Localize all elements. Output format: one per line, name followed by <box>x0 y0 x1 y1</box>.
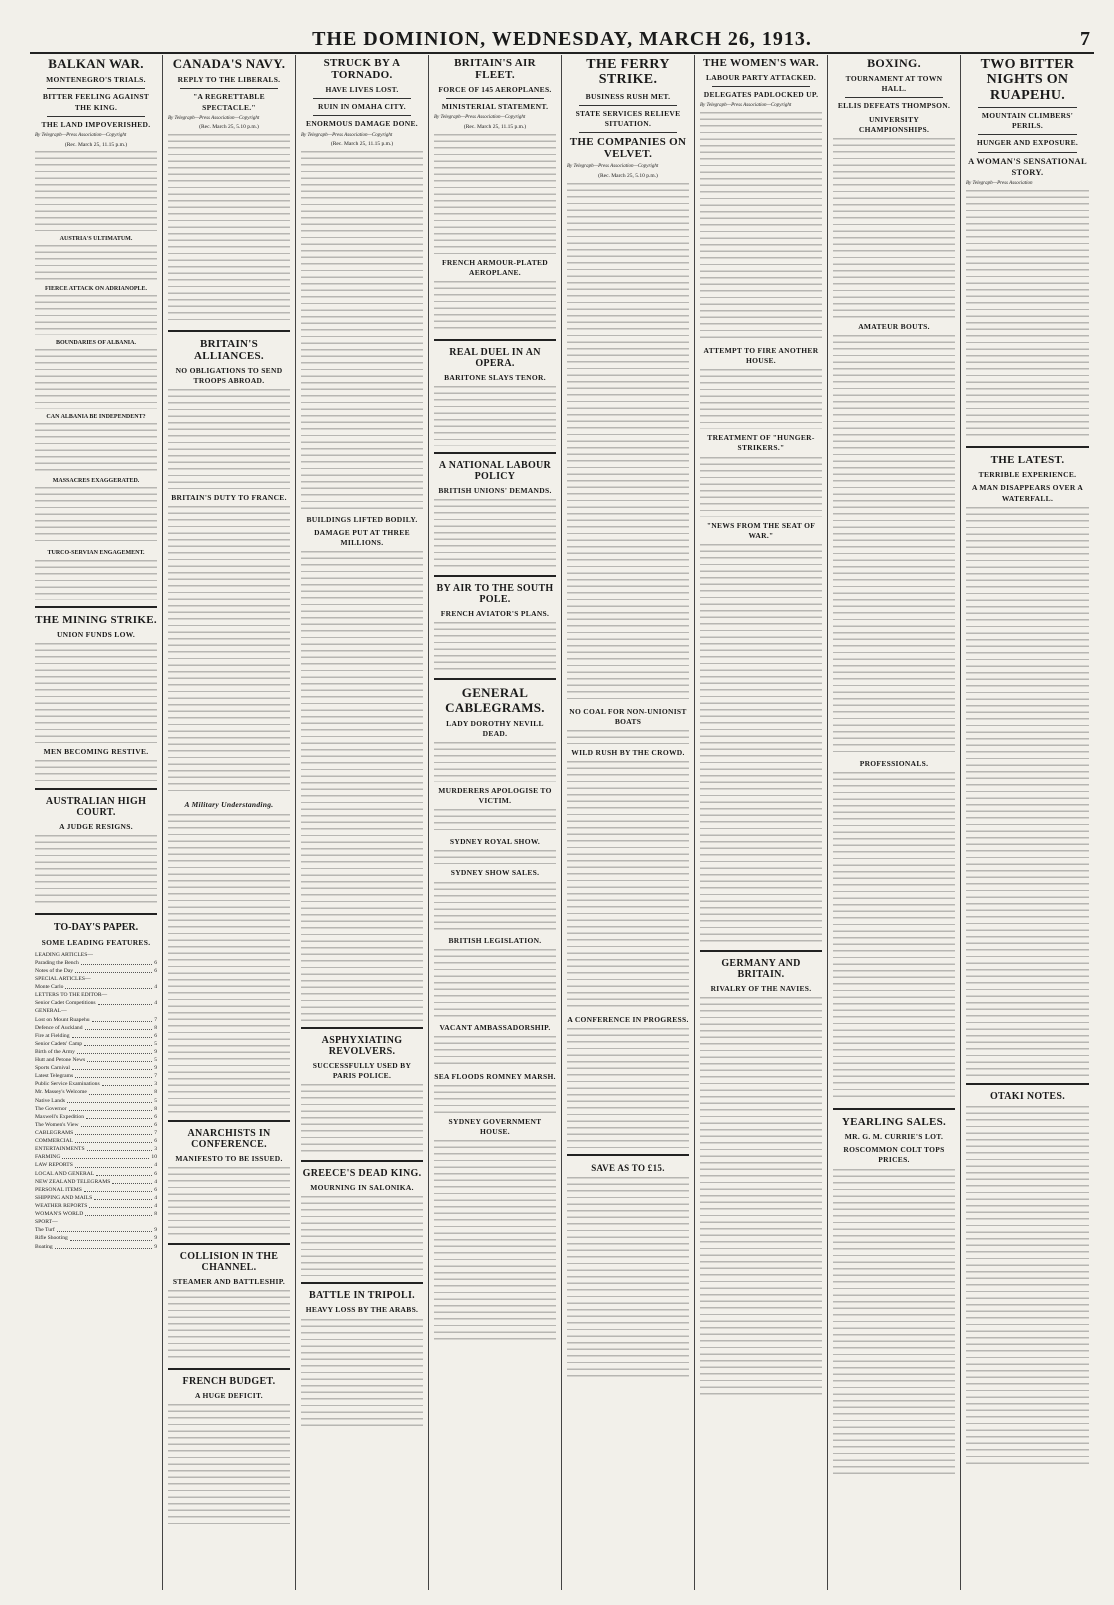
headline: BOXING. <box>867 56 921 70</box>
index-row <box>35 975 157 983</box>
credit: By Telegraph—Press Association—Copyright <box>168 115 260 121</box>
subhead: A JUDGE RESIGNS. <box>59 821 133 831</box>
index-row <box>35 1226 157 1234</box>
index-label: Birth of the Army <box>35 1048 75 1055</box>
index-label: FARMING <box>35 1154 61 1161</box>
headline: BRITAIN'S ALLIANCES. <box>194 337 264 362</box>
index-row <box>35 967 157 975</box>
index-row <box>35 1024 157 1032</box>
index-label: CABLEGRAMS <box>35 1130 74 1137</box>
index-row <box>35 1113 157 1121</box>
masthead <box>30 28 1094 54</box>
section-heading: MASSACRES EXAGGERATED. <box>52 478 140 485</box>
index-row <box>35 1137 157 1145</box>
index-row <box>35 1072 157 1080</box>
index-row <box>35 1178 157 1186</box>
subhead: A MAN DISAPPEARS OVER A WATERFALL. <box>971 483 1084 503</box>
index-row <box>35 1186 157 1194</box>
subhead: BRITAIN'S DUTY TO FRANCE. <box>171 493 287 503</box>
section-heading: BOUNDARIES OF ALBANIA. <box>56 340 136 347</box>
index-label: Latest Telegrams <box>35 1073 74 1080</box>
headline: CANADA'S NAVY. <box>172 56 286 71</box>
index-leader <box>85 1024 153 1030</box>
index-leader <box>72 1032 153 1038</box>
index-leader <box>67 1097 152 1103</box>
subhead: STEAMER AND BATTLESHIP. <box>172 1276 286 1286</box>
index-page: 6 <box>154 1186 157 1193</box>
column-3 <box>296 55 429 1590</box>
index-page: 6 <box>154 1170 157 1177</box>
index-label: Native Lands <box>35 1097 65 1104</box>
index-row <box>35 1048 157 1056</box>
subhead: BITTER FEELING AGAINST THE KING. <box>42 92 150 112</box>
index-label: ENTERTAINMENTS <box>35 1146 85 1153</box>
headline: STRUCK BY A TORNADO. <box>323 57 401 82</box>
index-label: Senior Cadets' Camp <box>35 1040 82 1047</box>
subhead: FRENCH AVIATOR'S PLANS. <box>440 609 550 619</box>
index-leader <box>87 1056 152 1062</box>
headline: FRENCH BUDGET. <box>182 1375 276 1387</box>
index-leader <box>112 1178 152 1184</box>
index-page: 9 <box>154 1227 157 1234</box>
index-row <box>35 1243 157 1251</box>
subhead: TERRIBLE EXPERIENCE. <box>978 470 1077 480</box>
subhead-large: THE COMPANIES ON VELVET. <box>569 136 687 161</box>
headline: OTAKI NOTES. <box>989 1090 1066 1102</box>
headline: ASPHYXIATING REVOLVERS. <box>321 1035 403 1058</box>
subhead: TOURNAMENT AT TOWN HALL. <box>845 74 943 94</box>
index-page: 6 <box>154 1032 157 1039</box>
headline: TWO BITTER NIGHTS ON RUAPEHU. <box>980 57 1075 103</box>
subhead: HEAVY LOSS BY THE ARABS. <box>305 1305 419 1315</box>
dateline: (Rec. March 25, 5.10 p.m.) <box>199 124 259 131</box>
subhead: REPLY TO THE LIBERALS. <box>177 75 281 85</box>
subhead: "NEWS FROM THE SEAT OF WAR." <box>706 520 816 540</box>
headline: BALKAN WAR. <box>48 56 144 71</box>
headline: BRITAIN'S AIR FLEET. <box>454 57 536 82</box>
index-row <box>35 983 157 991</box>
subhead: LADY DOROTHY NEVILL DEAD. <box>446 718 544 738</box>
headline: REAL DUEL IN AN OPERA. <box>449 346 541 369</box>
todays-paper-title: TO-DAY'S PAPER. <box>53 922 139 933</box>
index-leader <box>87 1145 153 1151</box>
subhead: NO COAL FOR NON-UNIONIST BOATS <box>569 706 687 726</box>
subhead: WILD RUSH BY THE CROWD. <box>571 747 685 757</box>
index-page: 5 <box>154 1057 157 1064</box>
index-page: 10 <box>151 1154 157 1161</box>
index-label: SPECIAL ARTICLES— <box>35 975 91 982</box>
index-label: Maxwell's Expedition <box>35 1113 85 1120</box>
index-page: 9 <box>154 1235 157 1242</box>
headline: GERMANY AND BRITAIN. <box>721 957 801 980</box>
index-row <box>35 1194 157 1202</box>
headline: A NATIONAL LABOUR POLICY <box>438 459 552 482</box>
index-leader <box>81 1121 153 1127</box>
subhead: SUCCESSFULLY USED BY PARIS POLICE. <box>312 1061 412 1081</box>
index-row <box>35 1105 157 1113</box>
index-leader <box>77 1048 152 1054</box>
index-leader <box>75 1129 152 1135</box>
credit: By Telegraph—Press Association—Copyright <box>301 132 393 138</box>
index-row <box>35 1032 157 1040</box>
index-leader <box>89 1202 152 1208</box>
subhead: PROFESSIONALS. <box>859 758 929 768</box>
index-leader <box>84 1186 152 1192</box>
column-8 <box>961 55 1094 1590</box>
index-leader <box>55 1243 152 1249</box>
index-row <box>35 1202 157 1210</box>
credit: By Telegraph—Press Association—Copyright <box>35 132 127 138</box>
index-leader <box>75 1072 152 1078</box>
section-heading: CAN ALBANIA BE INDEPENDENT? <box>46 414 146 421</box>
section-heading: AUSTRIA'S ULTIMATUM. <box>59 235 133 242</box>
column-1 <box>30 55 163 1590</box>
index-label: GENERAL— <box>35 1008 67 1015</box>
column-4 <box>429 55 562 1590</box>
subhead: MOURNING IN SALONIKA. <box>310 1183 414 1193</box>
index-leader <box>70 1234 152 1240</box>
index-label: LAW REPORTS <box>35 1162 73 1169</box>
index-page: 4 <box>154 1178 157 1185</box>
column-6 <box>695 55 828 1590</box>
credit: By Telegraph—Press Association <box>966 181 1033 187</box>
column-5 <box>562 55 695 1590</box>
dateline: (Rec. March 25, 5.10 p.m.) <box>598 173 658 180</box>
credit: By Telegraph—Press Association—Copyright <box>434 115 526 121</box>
credit: By Telegraph—Press Association—Copyright <box>567 164 659 170</box>
index-page: 7 <box>154 1016 157 1023</box>
index-label: Parading the Bench <box>35 959 79 966</box>
dateline: (Rec. March 25, 11.15 p.m.) <box>330 141 394 148</box>
headline: THE LATEST. <box>990 454 1065 467</box>
subhead: A CONFERENCE IN PROGRESS. <box>567 1014 689 1024</box>
index-page: 4 <box>154 984 157 991</box>
index-row <box>35 951 157 959</box>
index-page: 4 <box>154 1194 157 1201</box>
subhead: MEN BECOMING RESTIVE. <box>43 746 149 756</box>
index-page: 8 <box>154 1089 157 1096</box>
subhead: FORCE OF 145 AEROPLANES. <box>438 85 552 95</box>
index-label: The Governor <box>35 1105 67 1112</box>
subhead: SYDNEY SHOW SALES. <box>450 868 540 878</box>
index-leader <box>75 1161 152 1167</box>
index-leader <box>62 1153 149 1159</box>
dateline: (Rec. March 25, 11.15 p.m.) <box>463 124 527 131</box>
subhead: SYDNEY ROYAL SHOW. <box>449 837 541 847</box>
index-label: LETTERS TO THE EDITOR— <box>35 992 108 999</box>
index-page: 5 <box>154 1040 157 1047</box>
columns <box>30 55 1094 1590</box>
index-page: 3 <box>154 1081 157 1088</box>
index-row <box>35 1064 157 1072</box>
subhead: MINISTERIAL STATEMENT. <box>441 102 549 112</box>
index-label: Sports Carnival <box>35 1065 70 1072</box>
index-label: The Women's View <box>35 1121 79 1128</box>
index-leader <box>96 1170 152 1176</box>
index-label: PERSONAL ITEMS <box>35 1186 82 1193</box>
index-row <box>35 1145 157 1153</box>
index-page: 9 <box>154 1243 157 1250</box>
index-page: 9 <box>154 1065 157 1072</box>
index-leader <box>72 1064 152 1070</box>
subhead: NO OBLIGATIONS TO SEND TROOPS ABROAD. <box>175 366 283 386</box>
credit: By Telegraph—Press Association—Copyright <box>700 103 792 109</box>
index-label: LEADING ARTICLES— <box>35 951 93 958</box>
headline: GREECE'S DEAD KING. <box>302 1168 422 1180</box>
index-label: NEW ZEALAND TELEGRAMS <box>35 1178 111 1185</box>
subhead: RIVALRY OF THE NAVIES. <box>710 983 812 993</box>
subhead: SEA FLOODS ROMNEY MARSH. <box>434 1071 556 1081</box>
index-page: 4 <box>154 1162 157 1169</box>
headline: YEARLING SALES. <box>841 1116 947 1129</box>
index-row <box>35 1234 157 1242</box>
index-label: COMMERCIAL <box>35 1138 73 1145</box>
headline: COLLISION IN THE CHANNEL. <box>179 1250 279 1273</box>
index-leader <box>65 983 152 989</box>
subhead: DELEGATES PADLOCKED UP. <box>703 90 819 100</box>
index-leader <box>86 1113 152 1119</box>
page-number: 7 <box>1080 28 1090 50</box>
index-leader <box>84 1040 152 1046</box>
index-row <box>35 1040 157 1048</box>
subhead: ATTEMPT TO FIRE ANOTHER HOUSE. <box>703 346 819 366</box>
headline: THE MINING STRIKE. <box>35 613 157 626</box>
index-label: The Turf <box>35 1227 55 1234</box>
dateline: (Rec. March 25, 11.15 p.m.) <box>64 141 128 148</box>
subhead: UNIVERSITY CHAMPIONSHIPS. <box>858 114 930 134</box>
subhead: MANIFESTO TO BE ISSUED. <box>175 1153 283 1163</box>
index-label: Senior Cadet Competitions <box>35 1000 96 1007</box>
index-row <box>35 1129 157 1137</box>
subhead: UNION FUNDS LOW. <box>56 629 136 639</box>
index-leader <box>85 1210 152 1216</box>
subhead: ROSCOMMON COLT TOPS PRICES. <box>843 1145 945 1165</box>
index-page: 6 <box>154 1138 157 1145</box>
masthead-title: THE DOMINION, WEDNESDAY, MARCH 26, 1913. <box>312 28 812 50</box>
subhead: HUNGER AND EXPOSURE. <box>976 138 1079 148</box>
index-page: 5 <box>154 1097 157 1104</box>
index-label: WOMAN'S WORLD <box>35 1211 84 1218</box>
index-label: Defence of Auckland <box>35 1024 83 1031</box>
advertisement-heading: SAVE AS TO £15. <box>591 1163 665 1174</box>
index-row <box>35 999 157 1007</box>
index-page: 6 <box>154 967 157 974</box>
index-page: 7 <box>154 1130 157 1137</box>
subhead: A WOMAN'S SENSATIONAL STORY. <box>968 155 1087 178</box>
subhead: BARITONE SLAYS TENOR. <box>444 372 546 382</box>
headline: GENERAL CABLEGRAMS. <box>445 685 545 715</box>
subhead: RUIN IN OMAHA CITY. <box>318 102 406 112</box>
subhead: STATE SERVICES RELIEVE SITUATION. <box>575 108 681 129</box>
index-row <box>35 1056 157 1064</box>
subhead: BUSINESS RUSH MET. <box>585 91 671 101</box>
index-leader <box>89 1088 152 1094</box>
index-page: 9 <box>154 1048 157 1055</box>
index-page: 4 <box>154 1000 157 1007</box>
subhead: MOUNTAIN CLIMBERS' PERILS. <box>981 111 1074 131</box>
index-row <box>35 1210 157 1218</box>
headline: THE WOMEN'S WAR. <box>703 57 819 69</box>
index-row <box>35 1016 157 1024</box>
index-label: Notes of the Day <box>35 967 74 974</box>
index-leader <box>102 1080 153 1086</box>
index-list <box>35 951 157 1251</box>
subhead: SYDNEY GOVERNMENT HOUSE. <box>448 1116 542 1137</box>
index-label: WEATHER REPORTS <box>35 1203 88 1210</box>
index-leader <box>69 1105 153 1111</box>
subhead: HAVE LIVES LOST. <box>325 85 399 95</box>
index-row <box>35 1088 157 1096</box>
index-row <box>35 1097 157 1105</box>
index-row <box>35 1170 157 1178</box>
index-label: Mr. Massey's Welcome <box>35 1089 87 1096</box>
index-page: 6 <box>154 1121 157 1128</box>
index-leader <box>92 1016 153 1022</box>
index-row <box>35 1080 157 1088</box>
subhead: BRITISH UNIONS' DEMANDS. <box>438 485 552 495</box>
index-page: 6 <box>154 959 157 966</box>
subhead: THE LAND IMPOVERISHED. <box>41 119 151 129</box>
index-label: SHIPPING AND MAILS <box>35 1194 93 1201</box>
subhead: TREATMENT OF "HUNGER-STRIKERS." <box>707 433 815 453</box>
headline: ANARCHISTS IN CONFERENCE. <box>187 1127 271 1150</box>
index-row <box>35 1153 157 1161</box>
index-label: Public Service Examinations <box>35 1081 100 1088</box>
subhead: DAMAGE PUT AT THREE MILLIONS. <box>314 527 410 547</box>
column-7 <box>828 55 961 1590</box>
headline: THE FERRY STRIKE. <box>586 57 670 88</box>
index-row <box>35 1007 157 1015</box>
section-heading: TURCO-SERVIAN ENGAGEMENT. <box>47 550 145 557</box>
index-leader <box>98 999 153 1005</box>
subhead: ENORMOUS DAMAGE DONE. <box>306 119 418 129</box>
subhead: BUILDINGS LIFTED BODILY. <box>306 514 418 524</box>
index-page: 3 <box>154 1146 157 1153</box>
subhead: FRENCH ARMOUR-PLATED AEROPLANE. <box>441 257 549 277</box>
index-label: Hutt and Petone News <box>35 1057 86 1064</box>
index-row <box>35 1121 157 1129</box>
index-label: Lost on Mount Ruapehu <box>35 1016 90 1023</box>
headline: BY AIR TO THE SOUTH POLE. <box>436 583 554 606</box>
index-label: Boating <box>35 1243 53 1250</box>
subhead: AMATEUR BOUTS. <box>858 321 930 331</box>
index-page: 8 <box>154 1024 157 1031</box>
subhead: MURDERERS APOLOGISE TO VICTIM. <box>438 786 552 806</box>
index-leader <box>75 1137 152 1143</box>
subhead: MONTENEGRO'S TRIALS. <box>46 75 146 85</box>
subhead: MR. G. M. CURRIE'S LOT. <box>844 1132 944 1142</box>
index-page: 4 <box>154 1203 157 1210</box>
subhead: A Military Understanding. <box>184 800 274 810</box>
subhead: "A REGRETTABLE SPECTACLE." <box>193 92 265 112</box>
subhead: ELLIS DEFEATS THOMPSON. <box>837 101 951 111</box>
index-label: Fire at Fielding <box>35 1032 70 1039</box>
subhead: BRITISH LEGISLATION. <box>448 935 542 945</box>
section-heading: FIERCE ATTACK ON ADRIANOPLE. <box>44 286 148 293</box>
todays-paper-subtitle: SOME LEADING FEATURES. <box>41 937 151 947</box>
headline: BATTLE IN TRIPOLI. <box>309 1290 415 1302</box>
subhead: VACANT AMBASSADORSHIP. <box>439 1022 551 1032</box>
subhead: A HUGE DEFICIT. <box>195 1390 263 1400</box>
index-label: Monte Carlo <box>35 984 64 991</box>
index-leader <box>75 967 152 973</box>
index-leader <box>81 959 152 965</box>
column-2 <box>163 55 296 1590</box>
index-page: 7 <box>154 1073 157 1080</box>
index-leader <box>57 1226 152 1232</box>
index-label: LOCAL AND GENERAL <box>35 1170 95 1177</box>
headline: AUSTRALIAN HIGH COURT. <box>45 795 147 818</box>
index-page: 8 <box>154 1211 157 1218</box>
index-page: 6 <box>154 1113 157 1120</box>
index-row <box>35 991 157 999</box>
index-row <box>35 959 157 967</box>
index-row <box>35 1161 157 1169</box>
index-row <box>35 1218 157 1226</box>
index-label: Rifle Shooting <box>35 1235 68 1242</box>
index-leader <box>94 1194 152 1200</box>
index-page: 8 <box>154 1105 157 1112</box>
index-label: SPORT— <box>35 1219 58 1226</box>
subhead: LABOUR PARTY ATTACKED. <box>705 73 817 83</box>
